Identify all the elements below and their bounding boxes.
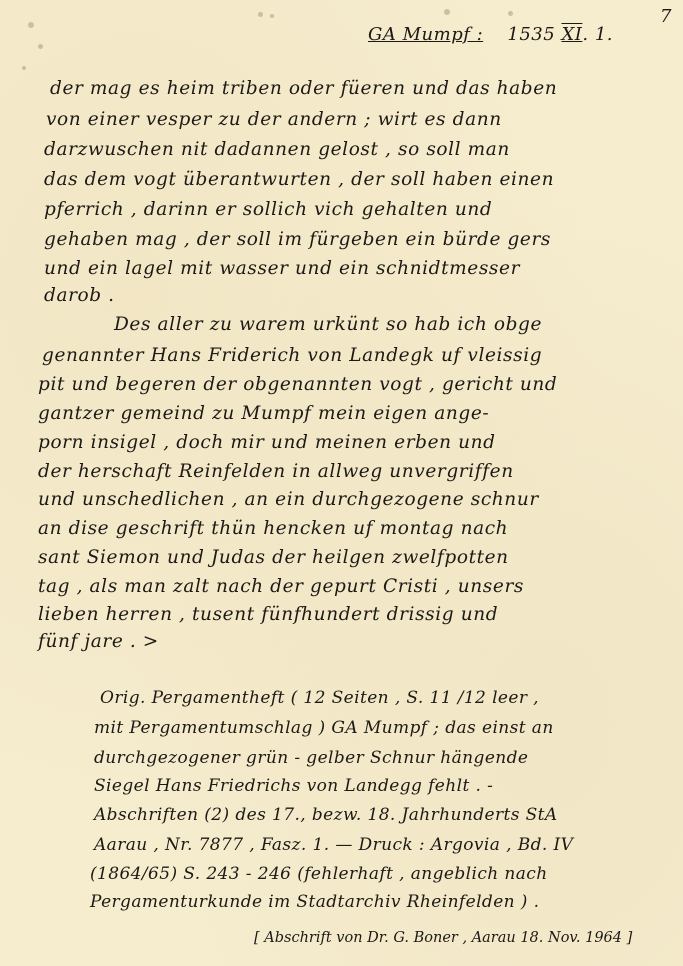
note-line: Siegel Hans Friedrichs von Landegg fehlt . - bbox=[94, 776, 494, 796]
date-day: . 1. bbox=[582, 24, 614, 45]
text-line: darob . bbox=[44, 285, 115, 306]
text-line: darzwuschen nit dadannen gelost , so soll man bbox=[44, 139, 510, 160]
page-number: 7 bbox=[660, 6, 672, 27]
text-line: gehaben mag , der soll im fürgeben ein bürde gers bbox=[44, 229, 552, 250]
text-line: Des aller zu warem urkünt so hab ich obge bbox=[114, 314, 543, 335]
document-date bbox=[507, 24, 613, 45]
date-year: 1535 bbox=[507, 24, 556, 45]
text-line: an dise geschrift thün hencken uf montag nach bbox=[38, 518, 509, 539]
archive-reference: GA Mumpf : bbox=[368, 24, 484, 45]
text-line: tag , als man zalt nach der gepurt Cristi , unsers bbox=[38, 576, 524, 597]
text-line: von einer vesper zu der andern ; wirt es dann bbox=[46, 109, 502, 130]
paper-stain bbox=[28, 22, 34, 28]
text-line: der herschaft Reinfelden in allweg unvergriffen bbox=[38, 461, 514, 482]
document-header bbox=[368, 24, 613, 45]
text-line: pferrich , darinn er sollich vich gehalten und bbox=[44, 199, 493, 220]
note-line: durchgezogener grün - gelber Schnur hängende bbox=[94, 748, 529, 768]
note-line: Aarau , Nr. 7877 , Fasz. 1. — Druck : Argovia , Bd. IV bbox=[94, 835, 574, 855]
paper-stain bbox=[22, 66, 26, 70]
text-line: der mag es heim triben oder füeren und das haben bbox=[50, 78, 558, 99]
text-line: genannter Hans Friderich von Landegk uf vleissig bbox=[42, 345, 543, 366]
paper-stain bbox=[270, 14, 274, 18]
note-line: Pergamenturkunde im Stadtarchiv Rheinfelden ) . bbox=[90, 892, 540, 912]
text-line: gantzer gemeind zu Mumpf mein eigen ange- bbox=[38, 403, 490, 424]
text-line: lieben herren , tusent fünfhundert drissig und bbox=[38, 604, 499, 625]
paper-stain bbox=[444, 9, 450, 15]
paper-stain bbox=[38, 44, 43, 49]
date-month-roman: XI bbox=[561, 24, 583, 45]
paper-stain bbox=[508, 11, 513, 16]
note-line: Abschriften (2) des 17., bezw. 18. Jahrhunderts StA bbox=[94, 805, 558, 825]
note-line: (1864/65) S. 243 - 246 (fehlerhaft , angeblich nach bbox=[90, 864, 548, 884]
text-line: und ein lagel mit wasser und ein schnidtmesser bbox=[44, 258, 521, 279]
text-line: und unschedlichen , an ein durchgezogene schnur bbox=[38, 489, 539, 510]
text-line: fünf jare . > bbox=[38, 631, 159, 652]
note-line: mit Pergamentumschlag ) GA Mumpf ; das einst an bbox=[94, 718, 554, 738]
paper-stain bbox=[258, 12, 263, 17]
text-line: das dem vogt überantwurten , der soll haben einen bbox=[44, 169, 555, 190]
text-line: pit und begeren der obgenannten vogt , gericht und bbox=[38, 374, 558, 395]
note-line: Orig. Pergamentheft ( 12 Seiten , S. 11 /12 leer , bbox=[100, 688, 539, 708]
text-line: porn insigel , doch mir und meinen erben und bbox=[38, 432, 496, 453]
transcription-credit: [ Abschrift von Dr. G. Boner , Aarau 18. Nov. 1964 ] bbox=[254, 930, 633, 946]
text-line: sant Siemon und Judas der heilgen zwelfpotten bbox=[38, 547, 509, 568]
